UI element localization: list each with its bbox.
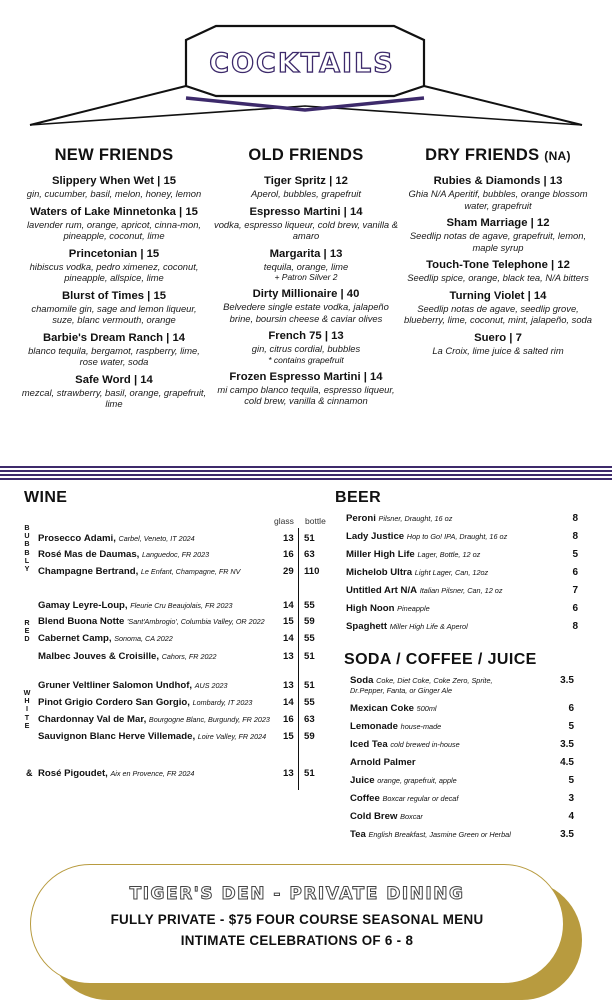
cocktail-desc: gin, citrus cordial, bubbles <box>251 343 361 354</box>
wine-glass-price: 13 <box>283 651 294 662</box>
wine-bottle-price: 63 <box>304 549 315 560</box>
wine-row <box>38 714 334 728</box>
beer-item <box>346 549 578 564</box>
cocktail-name: Frozen Espresso Martini | 14 <box>229 370 383 383</box>
wine-glass-price: 13 <box>283 680 294 691</box>
soda-price: 3 <box>568 793 574 804</box>
cocktail-name: Suero | 7 <box>474 331 522 344</box>
soda-price: 4.5 <box>560 757 574 768</box>
private-dining-offer: FULLY PRIVATE - $75 FOUR COURSE SEASONAL MENU <box>110 912 484 927</box>
soda-price: 3.5 <box>560 739 574 750</box>
cocktail-name: Safe Word | 14 <box>75 373 153 386</box>
wine-glass-price: 16 <box>283 549 294 560</box>
wine-row <box>38 600 334 614</box>
old-friends-column <box>210 145 402 410</box>
cocktail-item <box>210 206 402 242</box>
beer-desc: Lager, Bottle, 12 oz <box>417 550 481 559</box>
wine-row <box>38 651 334 665</box>
cocktail-desc: hibiscus vodka, pedro ximenez, coconut, pineapple, allspice, lime <box>29 260 199 283</box>
beer-name: Peroni <box>346 513 376 524</box>
wine-bottle-header: bottle <box>305 516 326 526</box>
wine-group-label-red <box>22 619 32 644</box>
beer-name: Spaghett <box>346 621 388 632</box>
cocktail-desc: tequila, orange, lime <box>263 260 349 272</box>
wine-bottle-price: 51 <box>304 680 315 691</box>
cocktail-note: * contains grapefruit <box>268 354 344 365</box>
cocktail-desc: vodka, espresso liqueur, cold brew, vanilla & amaro <box>214 218 398 241</box>
cocktail-desc: Seedlip notas de agave, grapefruit, lemon, maple syrup <box>409 230 587 253</box>
divider-stripe <box>0 474 612 476</box>
soda-name: Soda <box>350 675 374 686</box>
cocktail-item <box>210 330 402 365</box>
soda-name: Tea <box>350 829 366 840</box>
wine-glass-price: 14 <box>283 633 294 644</box>
cocktail-name: Waters of Lake Minnetonka | 15 <box>30 205 198 218</box>
wine-row <box>38 549 334 563</box>
wine-heading: WINE <box>24 489 68 506</box>
cocktail-name: Slippery When Wet | 15 <box>51 175 177 187</box>
soda-desc: orange, grapefruit, apple <box>377 776 457 785</box>
cocktail-desc: mi campo blanco tequila, espresso liqueur, cold brew, vanilla & cinnamon <box>217 383 395 406</box>
cocktail-desc: gin, cucumber, basil, melon, honey, lemon <box>26 188 202 199</box>
cocktail-desc: blanco tequila, bergamot, raspberry, lime, rose water, soda <box>28 344 200 367</box>
wine-group-label-text: B U B B L Y <box>24 523 30 574</box>
beer-name: Miller High Life <box>346 549 415 560</box>
wine-region: Le Enfant, Champagne, FR NV <box>140 567 241 576</box>
cocktail-name: Sham Marriage | 12 <box>446 217 550 229</box>
wine-producer: Bertrand, <box>95 566 139 577</box>
cocktail-name: Turning Violet | 14 <box>449 289 547 302</box>
wine-region: AUS 2023 <box>194 681 228 690</box>
cocktail-item <box>402 290 594 326</box>
soda-desc: 500ml <box>416 704 437 713</box>
beer-name: Michelob Ultra <box>346 567 413 578</box>
wine-row <box>38 768 334 782</box>
cocktail-desc: Belvedere single estate vodka, jalapeño brine, boursin cheese & caviar olives <box>223 301 389 324</box>
cocktail-item <box>18 374 210 410</box>
wine-group-label-text: W H I T E <box>23 688 31 730</box>
beer-item <box>346 585 578 600</box>
wine-producer: Val de Mar, <box>96 714 147 725</box>
wine-producer: Cordero San Gorgio, <box>95 697 190 708</box>
wine-group-label-white <box>22 689 32 730</box>
wine-region: Loire Valley, FR 2024 <box>197 732 267 741</box>
beer-desc: Pineapple <box>397 604 430 613</box>
soda-price: 6 <box>568 703 574 714</box>
wine-bottle-price: 59 <box>304 616 315 627</box>
cocktail-desc: lavender rum, orange, apricot, cinna-mon, pineapple, coconut, lime <box>26 218 202 241</box>
soda-item <box>350 757 574 772</box>
wine-name: Chardonnay <box>38 714 94 725</box>
wine-region: Sonoma, CA 2022 <box>114 634 173 643</box>
wine-name: Cabernet <box>38 633 80 644</box>
divider-stripe <box>0 478 612 480</box>
soda-price: 3.5 <box>560 675 574 686</box>
wine-producer: Leyre-Loup, <box>72 600 128 611</box>
soda-desc: English Breakfast, Jasmine Green or Herbal <box>368 830 511 839</box>
beer-desc: Light Lager, Can, 12oz <box>414 568 489 577</box>
wine-bottle-price: 110 <box>304 566 320 577</box>
wine-bottle-price: 63 <box>304 714 315 725</box>
wine-producer: Camp, <box>82 633 112 644</box>
soda-item <box>350 829 574 844</box>
beer-desc: Pilsner, Draught, 16 oz <box>378 514 453 523</box>
wine-region: 'Sant'Ambrogio', Columbia Valley, OR 2022 <box>127 617 265 626</box>
wine-group-label-rose: & <box>26 768 33 778</box>
section-divider <box>0 466 612 482</box>
wine-bottle-price: 55 <box>304 600 315 611</box>
cocktail-columns <box>18 145 594 410</box>
wine-bottle-price: 51 <box>304 768 315 779</box>
wine-row <box>38 697 334 711</box>
wine-name: Gamay <box>38 600 70 611</box>
cocktail-item <box>210 288 402 324</box>
cocktail-desc: mezcal, strawberry, basil, orange, grapefruit, lime <box>21 386 207 409</box>
soda-item <box>350 739 574 754</box>
wine-row <box>38 731 334 745</box>
wine-group-label-text: R E D <box>24 618 30 644</box>
wine-producer: Adami, <box>83 533 116 544</box>
wine-glass-price: 15 <box>283 616 294 627</box>
soda-price: 5 <box>568 721 574 732</box>
cocktail-item <box>402 332 594 357</box>
wine-name: Rosé <box>38 549 62 560</box>
wine-producer: Buona Notte <box>67 616 125 627</box>
soda-desc: cold brewed in-house <box>390 740 460 749</box>
beer-price: 8 <box>572 621 578 632</box>
wine-glass-price: 13 <box>283 533 294 544</box>
cocktail-desc: Aperol, bubbles, grapefruit <box>251 188 361 199</box>
dry-friends-column <box>402 145 594 410</box>
cocktail-name: Dirty Millionaire | 40 <box>252 288 360 300</box>
wine-bottle-price: 55 <box>304 697 315 708</box>
soda-item <box>350 775 574 790</box>
old-friends-heading: OLD FRIENDS <box>248 146 364 164</box>
wine-region: Carbel, Veneto, IT 2024 <box>118 534 195 543</box>
soda-desc: Boxcar regular or decaf <box>382 794 459 803</box>
cocktail-item <box>210 371 402 407</box>
cocktail-note: + Patron Silver 2 <box>274 272 338 282</box>
beer-price: 8 <box>572 513 578 524</box>
beer-desc: Hop to Go! IPA, Draught, 16 oz <box>406 532 508 541</box>
beer-price: 6 <box>572 567 578 578</box>
beer-price: 6 <box>572 603 578 614</box>
soda-item <box>350 811 574 826</box>
soda-price: 5 <box>568 775 574 786</box>
wine-glass-price: 16 <box>283 714 294 725</box>
private-dining-title: TIGER'S DEN - PRIVATE DINING <box>129 884 465 904</box>
wine-bottle-price: 55 <box>304 633 315 644</box>
wine-region: Aix en Provence, FR 2024 <box>110 769 195 778</box>
divider-stripe <box>0 466 612 468</box>
cocktail-name: French 75 | 13 <box>268 330 344 342</box>
wine-row <box>38 533 334 547</box>
beer-price: 8 <box>572 531 578 542</box>
dry-friends-na-suffix: (NA) <box>544 149 571 163</box>
wine-name: Rosé <box>38 768 62 779</box>
cocktail-item <box>18 332 210 368</box>
cocktail-item <box>18 175 210 200</box>
new-friends-heading: NEW FRIENDS <box>54 146 174 164</box>
dry-friends-heading-text: DRY FRIENDS <box>425 146 540 164</box>
soda-name: Iced Tea <box>350 739 388 750</box>
cocktail-desc: Ghia N/A Aperitif, bubbles, orange blossom water, grapefruit <box>408 188 588 211</box>
wine-row <box>38 680 334 694</box>
wine-row <box>38 616 334 630</box>
wine-producer: Salomon Undhof, <box>112 680 193 691</box>
wine-producer: Mas de Daumas, <box>64 549 140 560</box>
wine-bottle-price: 59 <box>304 731 315 742</box>
beer-desc: Italian Pilsner, Can, 12 oz <box>419 586 503 595</box>
beer-item <box>346 621 578 636</box>
wine-producer: Jouves & Croisille, <box>73 651 160 662</box>
wine-name: Champagne <box>38 566 93 577</box>
wine-producer: Herve Villemade, <box>118 731 196 742</box>
cocktail-name: Margarita | 13 <box>269 247 343 260</box>
beer-price: 7 <box>572 585 578 596</box>
wine-glass-price: 15 <box>283 731 294 742</box>
soda-name: Lemonade <box>350 721 398 732</box>
beer-heading: BEER <box>335 489 382 506</box>
wine-name: Pinot Grigio <box>38 697 93 708</box>
wine-region: Fleurie Cru Beaujolais, FR 2023 <box>130 601 233 610</box>
soda-name: Cold Brew <box>350 811 398 822</box>
cocktail-desc: La Croix, lime juice & salted rim <box>432 344 564 356</box>
cocktail-desc: Seedlip spice, orange, black tea, N/A bitters <box>407 272 589 283</box>
private-dining-capacity: INTIMATE CELEBRATIONS OF 6 - 8 <box>180 933 414 948</box>
wine-glass-price: 14 <box>283 697 294 708</box>
soda-heading: SODA / COFFEE / JUICE <box>344 651 537 668</box>
wine-row <box>38 566 334 580</box>
beer-item <box>346 513 578 528</box>
beer-price: 5 <box>572 549 578 560</box>
wine-row <box>38 633 334 647</box>
cocktail-item <box>210 248 402 283</box>
wine-bottle-price: 51 <box>304 533 315 544</box>
wine-region: Languedoc, FR 2023 <box>142 550 210 559</box>
soda-desc: Boxcar <box>400 812 423 821</box>
wine-producer: Pigoudet, <box>64 768 108 779</box>
wine-list <box>22 516 334 779</box>
cocktail-name: Touch-Tone Telephone | 12 <box>426 259 570 271</box>
private-dining-banner <box>30 864 564 984</box>
soda-item <box>350 793 574 808</box>
wine-name: Malbec <box>38 651 71 662</box>
wine-region: Lombardy, IT 2023 <box>192 698 253 707</box>
beer-item <box>346 567 578 582</box>
wine-glass-price: 13 <box>283 768 294 779</box>
wine-glass-header: glass <box>274 516 294 526</box>
soda-desc: Coke, Diet Coke, Coke Zero, Sprite, <box>376 676 493 685</box>
cocktail-desc: Seedlip notas de agave, seedlip grove, blueberry, lime, coconut, mint, jalapeño, soda <box>404 302 592 325</box>
beer-name: High Noon <box>346 603 395 614</box>
soda-name: Juice <box>350 775 375 786</box>
cocktail-item <box>18 206 210 242</box>
wine-glass-price: 29 <box>283 566 294 577</box>
wine-name: Sauvignon Blanc <box>38 731 116 742</box>
wine-group-label-bubbly <box>22 524 32 573</box>
wine-bottle-price: 51 <box>304 651 315 662</box>
cocktail-name: Tiger Spritz | 12 <box>264 175 348 187</box>
beer-desc: Miller High Life & Aperol <box>389 622 468 631</box>
cocktails-banner <box>0 0 612 135</box>
soda-desc-continued: Dr.Pepper, Fanta, or Ginger Ale <box>350 686 453 695</box>
cocktail-name: Rubies & Diamonds | 13 <box>433 175 563 187</box>
wine-glass-price: 14 <box>283 600 294 611</box>
wine-region: Bourgogne Blanc, Burgundy, FR 2023 <box>148 715 270 724</box>
cocktail-item <box>402 217 594 253</box>
soda-price: 3.5 <box>560 829 574 840</box>
cocktail-name: Princetonian | 15 <box>68 247 160 260</box>
beer-item <box>346 531 578 546</box>
cocktail-desc: chamomile gin, sage and lemon liqueur, suze, blanc vermouth, orange <box>31 302 197 325</box>
cocktail-name: Espresso Martini | 14 <box>249 205 363 218</box>
cocktail-name: Blurst of Times | 15 <box>61 289 167 302</box>
cocktails-title: COCKTAILS <box>209 47 395 79</box>
cocktail-name: Barbie's Dream Ranch | 14 <box>42 331 186 344</box>
soda-item <box>350 703 574 718</box>
cocktail-item <box>402 175 594 211</box>
new-friends-column <box>18 145 210 410</box>
wine-name: Gruner Veltliner <box>38 680 110 691</box>
soda-name: Coffee <box>350 793 380 804</box>
dry-friends-heading <box>402 145 594 169</box>
divider-stripe <box>0 470 612 472</box>
soda-desc: house-made <box>400 722 442 731</box>
cocktail-item <box>18 248 210 284</box>
beer-name: Lady Justice <box>346 531 405 542</box>
wine-name: Prosecco <box>38 533 82 544</box>
cocktail-item <box>402 259 594 284</box>
soda-name: Arnold Palmer <box>350 757 416 768</box>
beer-name: Untitled Art N/A <box>346 585 418 596</box>
wine-region: Cahors, FR 2022 <box>161 652 217 661</box>
soda-item <box>350 721 574 736</box>
wine-name: Blend <box>38 616 65 627</box>
soda-price: 4 <box>568 811 574 822</box>
beer-item <box>346 603 578 618</box>
soda-name: Mexican Coke <box>350 703 414 714</box>
cocktail-item <box>210 175 402 200</box>
cocktail-item <box>18 290 210 326</box>
